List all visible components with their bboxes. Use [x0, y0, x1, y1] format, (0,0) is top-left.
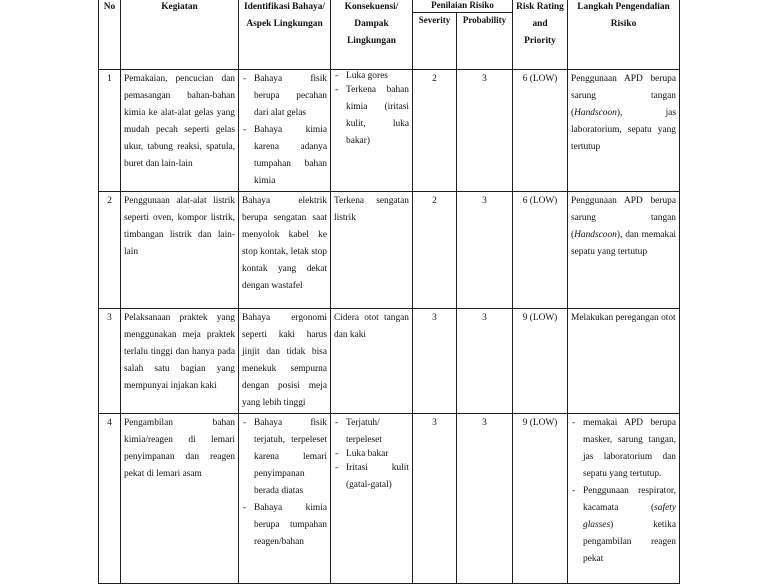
cell-probability: 3	[457, 70, 513, 192]
langkah-item: - memakai APD berupa masker, sarung tangan, jas laboratorium dan sepatu yang tertutup.	[571, 415, 676, 483]
table-row	[99, 192, 680, 309]
bahaya-item: - Bahaya fisik terjatuh, terpeleset karena lemari penyimpanan berada diatas	[242, 415, 327, 500]
bahaya-item: - Bahaya kimia berupa tumpahan reagen/bahan	[242, 500, 327, 551]
cell-bahaya: Bahaya ergonomi seperti kaki harus jinjit dan tidak bisa menekuk sempurna dengan posisi meja yang lebih tinggi	[239, 309, 331, 414]
cell-kegiatan: Pemakaian, pencucian dan pemasangan bahan-bahan kimia ke alat-alat gelas yang mudah pecah seperti gelas ukur, tabung reaksi, spatula, buret dan lain-lain	[121, 70, 239, 192]
bahaya-item: - Bahaya kimia karena adanya tumpahan bahan kimia	[242, 122, 327, 190]
cell-konsekuensi: Terkena sengatan listrik	[331, 192, 413, 309]
cell-langkah	[568, 414, 680, 584]
cell-bahaya: Bahaya elektrik berupa sengatan saat menyolok kabel ke stop kontak, letak stop kontak yang dekat dengan wastafel	[239, 192, 331, 309]
header-severity: Severity	[413, 13, 457, 70]
cell-rating: 6 (LOW)	[513, 70, 568, 192]
cell-no: 2	[99, 192, 121, 309]
konsekuensi-item: - Luka gores	[334, 71, 409, 82]
langkah-item: - Penggunaan respirator, kacamata (safety glasses) ketika pengambilan reagen pekat	[571, 483, 676, 568]
cell-kegiatan: Penggunaan alat-alat listrik seperti oven, kompor listrik, timbangan listrik dan lain-lain	[121, 192, 239, 309]
cell-rating: 6 (LOW)	[513, 192, 568, 309]
table-row	[99, 414, 680, 584]
cell-rating: 9 (LOW)	[513, 309, 568, 414]
table-row	[99, 309, 680, 414]
cell-konsekuensi	[331, 70, 413, 192]
bahaya-item: - Bahaya fisik berupa pecahan dari alat gelas	[242, 71, 327, 122]
konsekuensi-item: - Luka bakar	[334, 449, 409, 460]
header-probability: Probability	[457, 13, 513, 70]
cell-bahaya	[239, 414, 331, 584]
konsekuensi-item: - Iritasi kulit (gatal-gatal)	[334, 460, 409, 494]
cell-probability: 3	[457, 309, 513, 414]
cell-rating: 9 (LOW)	[513, 414, 568, 584]
header-kegiatan: Kegiatan	[121, 0, 239, 70]
cell-kegiatan: Pengambilan bahan kimia/reagen di lemari penyimpanan dan reagen pekat di lemari asam	[121, 414, 239, 584]
cell-langkah: Penggunaan APD berupa sarung tangan (Handscoon), jas laboratorium, sepatu yang tertutup	[568, 70, 680, 192]
header-identifikasi: Identifikasi Bahaya/ Aspek Lingkungan	[239, 0, 331, 70]
cell-severity: 2	[413, 192, 457, 309]
konsekuensi-item: - Terjatuh/ terpeleset	[334, 415, 409, 449]
header-konsekuensi: Konsekuensi/ Dampak Lingkungan	[331, 0, 413, 70]
cell-no: 4	[99, 414, 121, 584]
table-row	[99, 70, 680, 192]
risk-assessment-table	[98, 0, 680, 584]
cell-severity: 3	[413, 414, 457, 584]
header-risk-rating: Risk Rating and Priority	[513, 0, 568, 70]
cell-probability: 3	[457, 192, 513, 309]
cell-langkah: Penggunaan APD berupa sarung tangan (Handscoon), dan memakai sepatu yang tertutup	[568, 192, 680, 309]
cell-konsekuensi	[331, 414, 413, 584]
cell-no: 1	[99, 70, 121, 192]
cell-severity: 3	[413, 309, 457, 414]
header-penilaian: Penilaian Risiko	[413, 0, 513, 13]
cell-no: 3	[99, 309, 121, 414]
cell-severity: 2	[413, 70, 457, 192]
header-langkah: Langkah Pengendalian Risiko	[568, 0, 680, 70]
cell-bahaya	[239, 70, 331, 192]
header-no: No	[99, 0, 121, 70]
cell-langkah: Melakukan peregangan otot	[568, 309, 680, 414]
cell-konsekuensi: Cidera otot tangan dan kaki	[331, 309, 413, 414]
cell-kegiatan: Pelaksanaan praktek yang menggunakan meja praktek terlalu tinggi dan hanya pada salah satu bagian yang mempunyai injakan kaki	[121, 309, 239, 414]
cell-probability: 3	[457, 414, 513, 584]
konsekuensi-item: - Terkena bahan kimia (iritasi kulit, luka bakar)	[334, 82, 409, 150]
